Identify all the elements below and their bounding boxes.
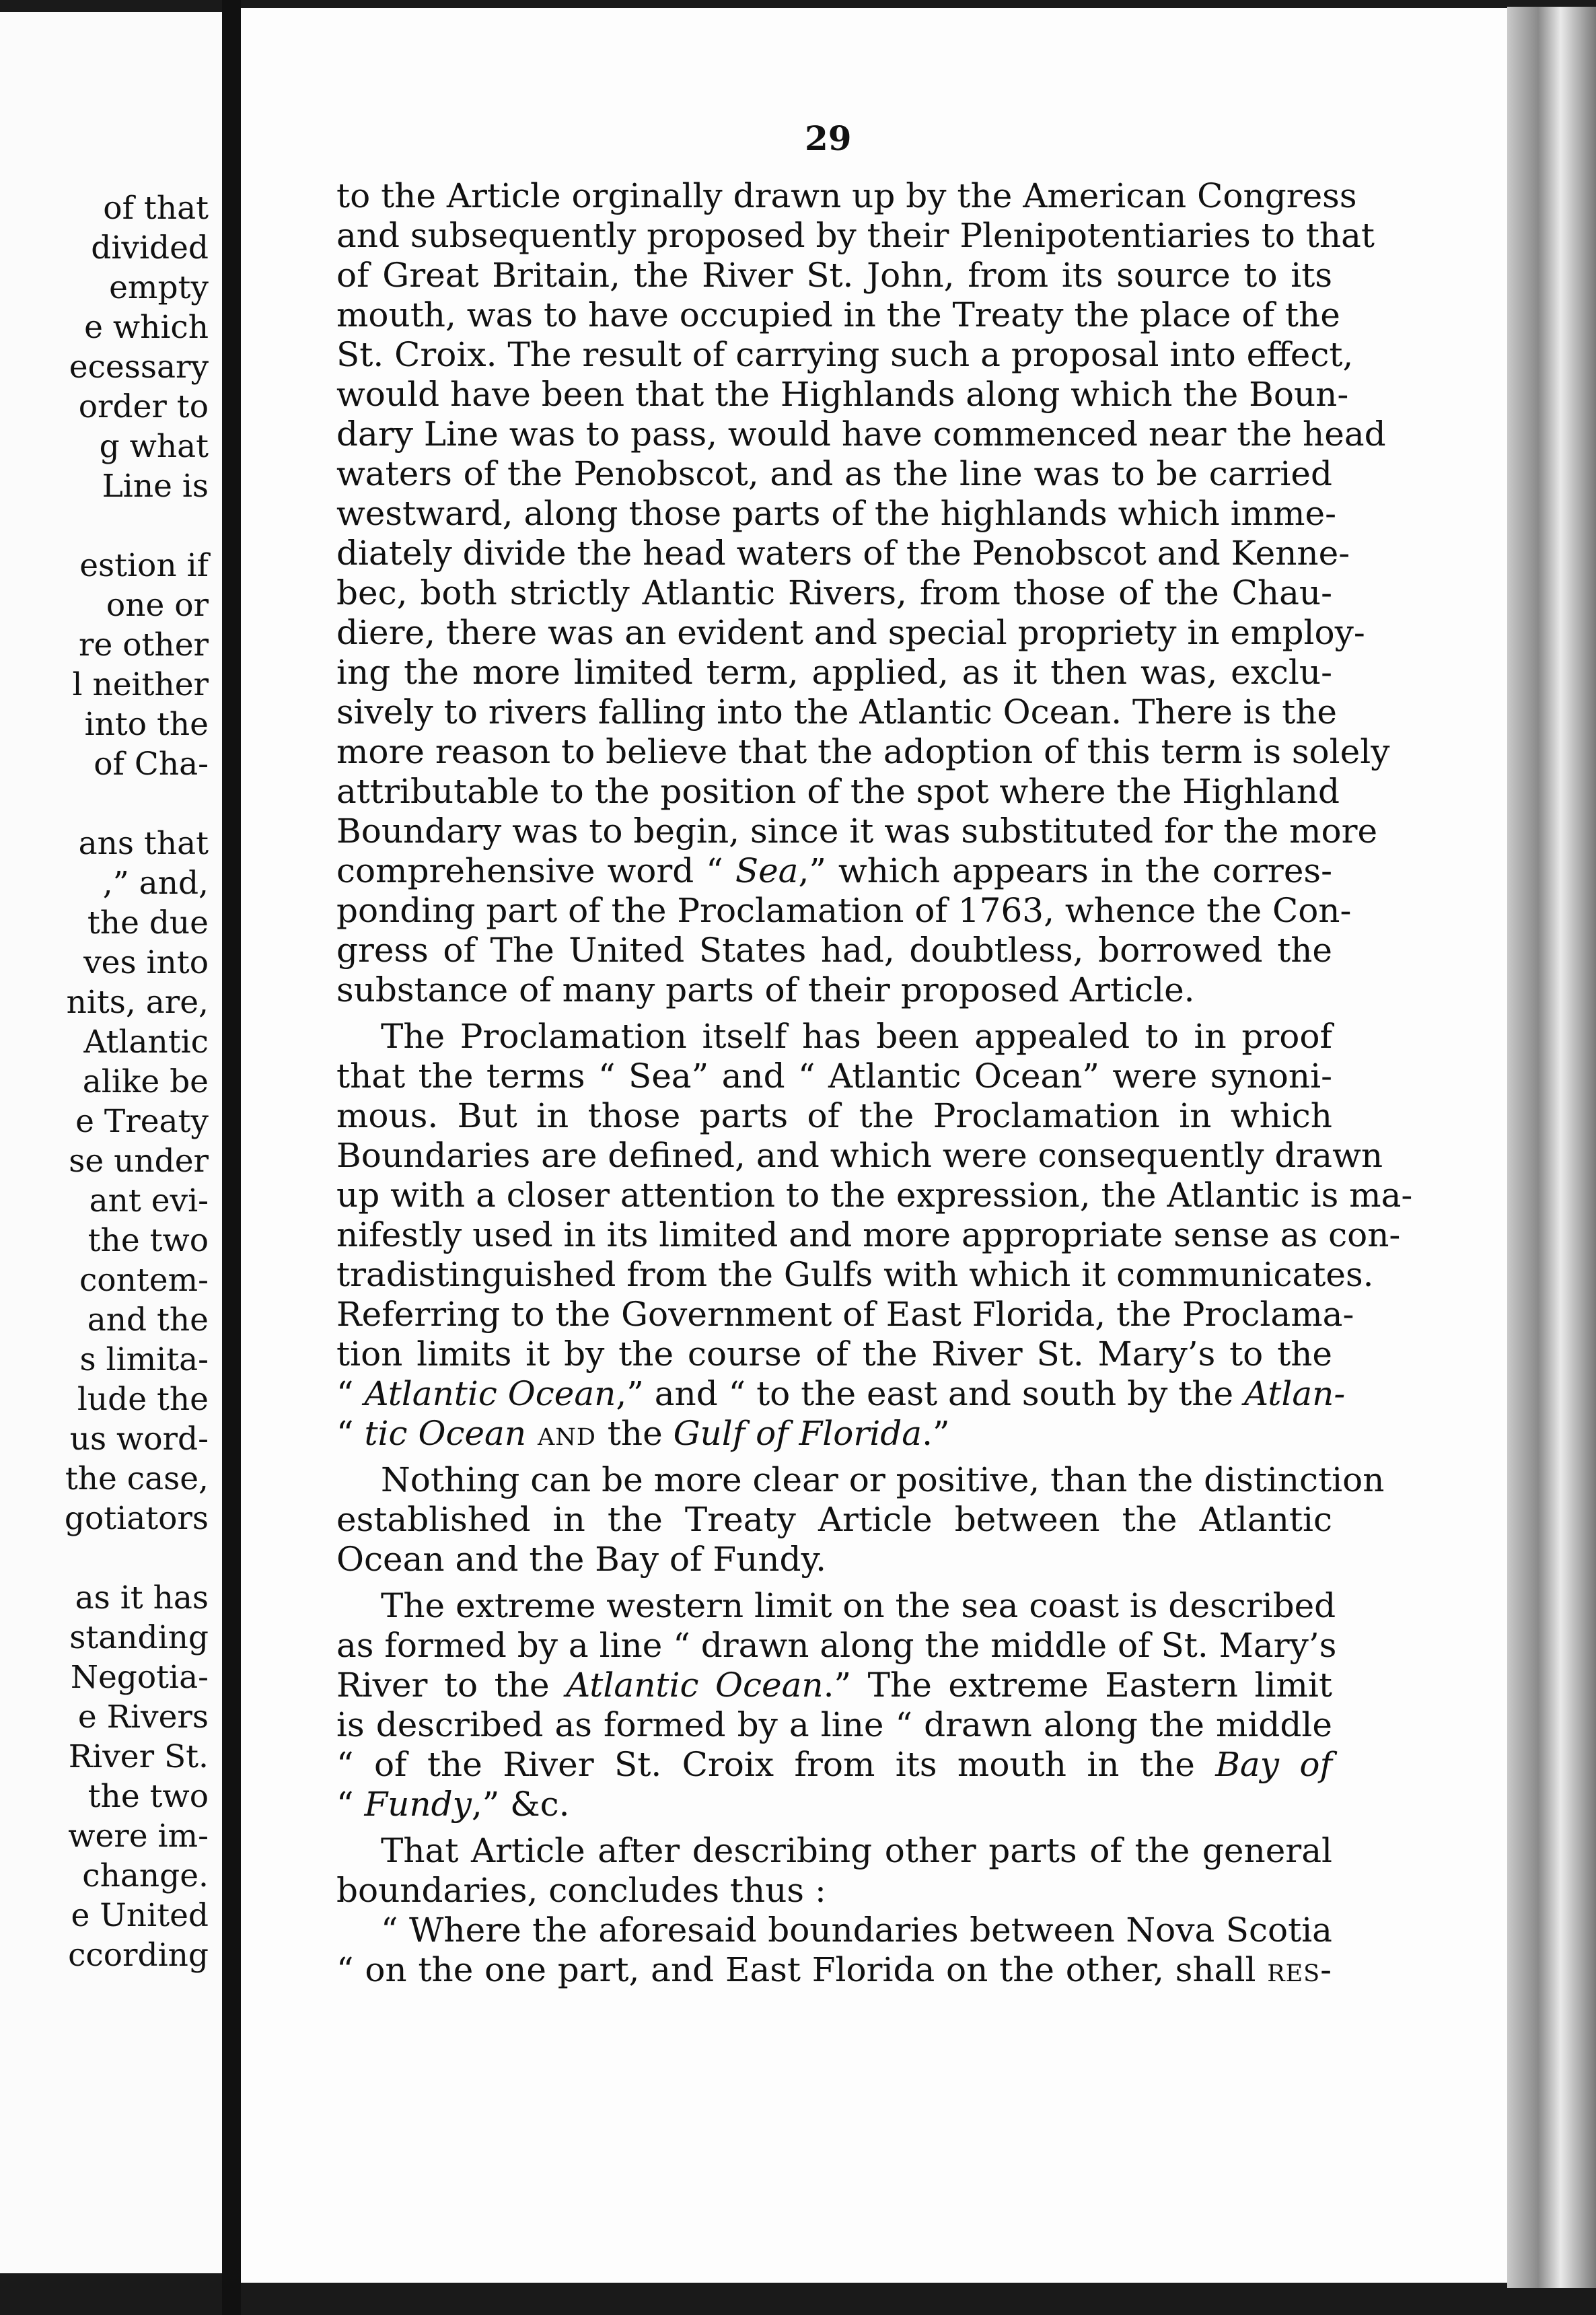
italic-term: Gulf of Florida [673, 1414, 922, 1453]
fragment-line: Line is [102, 468, 209, 505]
text-line: established in the Treaty Article between the Atlantic [336, 1500, 1332, 1539]
text-line: as formed by a line “ drawn along the middle of St. Mary’s [336, 1626, 1337, 1665]
text-line: of Great Britain, the River St. John, from its source to its [336, 256, 1332, 295]
text-line: “ tic Ocean and the Gulf of Florida.” [336, 1414, 950, 1453]
fragment-line: into the [84, 706, 209, 743]
text-line: “ of the River St. Croix from its mouth in the Bay of [336, 1745, 1332, 1784]
fragment-line: re other [79, 627, 209, 664]
text-line: Boundaries are defined, and which were consequently drawn [336, 1136, 1383, 1175]
italic-term: Atlan- [1244, 1374, 1346, 1413]
fragment-line: the two [87, 1222, 209, 1259]
fragment-line: l neither [72, 666, 209, 703]
page-number: 29 [805, 118, 852, 158]
text-line: Ocean and the Bay of Fundy. [336, 1540, 826, 1579]
fragment-line: alike be [82, 1063, 209, 1100]
text-line: comprehensive word “ Sea,” which appears in the corres- [336, 851, 1332, 890]
fragment-line: standing [69, 1619, 209, 1656]
text-line: would have been that the Highlands along which the Boun- [336, 375, 1349, 414]
fragment-line: s limita- [79, 1341, 209, 1378]
fragment-line: and the [87, 1302, 209, 1339]
fragment-line: e United [71, 1897, 209, 1934]
fragment-line: e which [84, 309, 209, 346]
fragment-line: gotiators [64, 1500, 209, 1537]
fragment-line: the due [87, 904, 209, 941]
fragment-line: lude the [77, 1381, 209, 1418]
text-line: That Article after describing other parts of the general [381, 1831, 1332, 1870]
italic-term: Bay of [1215, 1745, 1332, 1784]
text-line: waters of the Penobscot, and as the line was to be carried [336, 454, 1332, 493]
text-line: “ on the one part, and East Florida on the other, shall res- [336, 1950, 1332, 1989]
text-line: nifestly used in its limited and more appropriate sense as con- [336, 1215, 1401, 1254]
text-line: and subsequently proposed by their Plenipotentiaries to that [336, 216, 1375, 255]
small-caps-term: res- [1267, 1950, 1332, 1989]
italic-term: Atlantic Ocean [364, 1374, 616, 1413]
fragment-line: ccording [68, 1937, 209, 1974]
fragment-line: contem- [79, 1262, 209, 1299]
fragment-line: ans that [78, 825, 209, 862]
fragment-line: Atlantic [83, 1024, 209, 1061]
book-gutter [222, 0, 241, 2315]
fragment-line: us word- [69, 1421, 209, 1458]
italic-term: tic Ocean [364, 1414, 527, 1453]
fragment-line: River St. [68, 1738, 209, 1775]
text-line: Boundary was to begin, since it was substituted for the more [336, 812, 1378, 851]
fragment-line: estion if [79, 547, 209, 584]
text-line: mouth, was to have occupied in the Treaty the place of the [336, 295, 1340, 334]
fragment-line: g what [99, 428, 209, 465]
text-line: Referring to the Government of East Florida, the Proclama- [336, 1295, 1354, 1334]
text-line: attributable to the position of the spot where the Highland [336, 772, 1340, 811]
text-line: westward, along those parts of the highlands which imme- [336, 494, 1336, 533]
fragment-line: order to [78, 388, 209, 425]
fragment-line: divided [91, 229, 209, 266]
text-line: dary Line was to pass, would have commenced near the head [336, 415, 1386, 454]
fragment-line: ,” and, [102, 865, 209, 902]
text-line: up with a closer attention to the expression, the Atlantic is ma- [336, 1176, 1413, 1215]
fragment-line: e Treaty [75, 1103, 209, 1140]
text-line: that the terms “ Sea” and “ Atlantic Ocean” were synoni- [336, 1057, 1332, 1096]
fragment-line: ant evi- [89, 1182, 209, 1219]
italic-term: Sea [735, 851, 799, 890]
italic-term: Fundy [364, 1785, 472, 1824]
text-line: bec, both strictly Atlantic Rivers, from those of the Chau- [336, 573, 1332, 612]
text-line: “ Where the aforesaid boundaries between Nova Scotia [381, 1911, 1332, 1950]
text-line: The extreme western limit on the sea coast is described [381, 1586, 1336, 1625]
fragment-line: ves into [83, 944, 209, 981]
fragment-line: of Cha- [94, 746, 209, 783]
fragment-line: se under [69, 1143, 209, 1180]
text-line: ing the more limited term, applied, as it then was, exclu- [336, 653, 1332, 692]
small-caps-term: and [526, 1414, 608, 1453]
page-edges [1507, 7, 1596, 2288]
fragment-line: nits, are, [66, 984, 209, 1021]
text-line: gress of The United States had, doubtless, borrowed the [336, 931, 1332, 970]
text-line: Nothing can be more clear or positive, than the distinction [381, 1460, 1385, 1499]
text-line: “ Atlantic Ocean,” and “ to the east and south by the Atlan- [336, 1374, 1346, 1413]
text-line: tion limits it by the course of the River St. Mary’s to the [336, 1334, 1332, 1374]
fragment-line: as it has [75, 1579, 209, 1616]
italic-term: Atlantic Ocean [566, 1666, 824, 1705]
fragment-line: the two [87, 1778, 209, 1815]
fragment-line: Negotia- [70, 1659, 209, 1696]
text-line: diately divide the head waters of the Penobscot and Kenne- [336, 534, 1350, 573]
text-line: to the Article orginally drawn up by the American Congress [336, 176, 1357, 215]
text-line: mous. But in those parts of the Proclamation in which [336, 1096, 1332, 1135]
text-line: ponding part of the Proclamation of 1763, whence the Con- [336, 891, 1352, 930]
text-line: is described as formed by a line “ drawn along the middle [336, 1705, 1332, 1744]
text-line: boundaries, concludes thus : [336, 1871, 826, 1910]
fragment-line: change. [82, 1857, 209, 1894]
text-line: diere, there was an evident and special propriety in employ- [336, 613, 1365, 652]
text-line: sively to rivers falling into the Atlantic Ocean. There is the [336, 692, 1337, 732]
previous-page-fragment [0, 12, 222, 2273]
fragment-line: of that [103, 190, 209, 227]
fragment-line: one or [106, 587, 209, 624]
text-line: “ Fundy,” &c. [336, 1785, 570, 1824]
text-line: tradistinguished from the Gulfs with which it communicates. [336, 1255, 1374, 1294]
text-line: The Proclamation itself has been appealed to in proof [381, 1017, 1332, 1056]
fragment-line: the case, [65, 1460, 209, 1497]
fragment-line: empty [109, 269, 209, 306]
text-line: River to the Atlantic Ocean.” The extreme Eastern limit [336, 1666, 1333, 1705]
fragment-line: e Rivers [77, 1699, 209, 1736]
text-line: St. Croix. The result of carrying such a proposal into effect, [336, 335, 1354, 374]
text-line: more reason to believe that the adoption of this term is solely [336, 732, 1390, 771]
fragment-line: were im- [68, 1818, 209, 1855]
fragment-line: ecessary [69, 349, 209, 386]
text-line: substance of many parts of their proposed Article. [336, 970, 1195, 1009]
